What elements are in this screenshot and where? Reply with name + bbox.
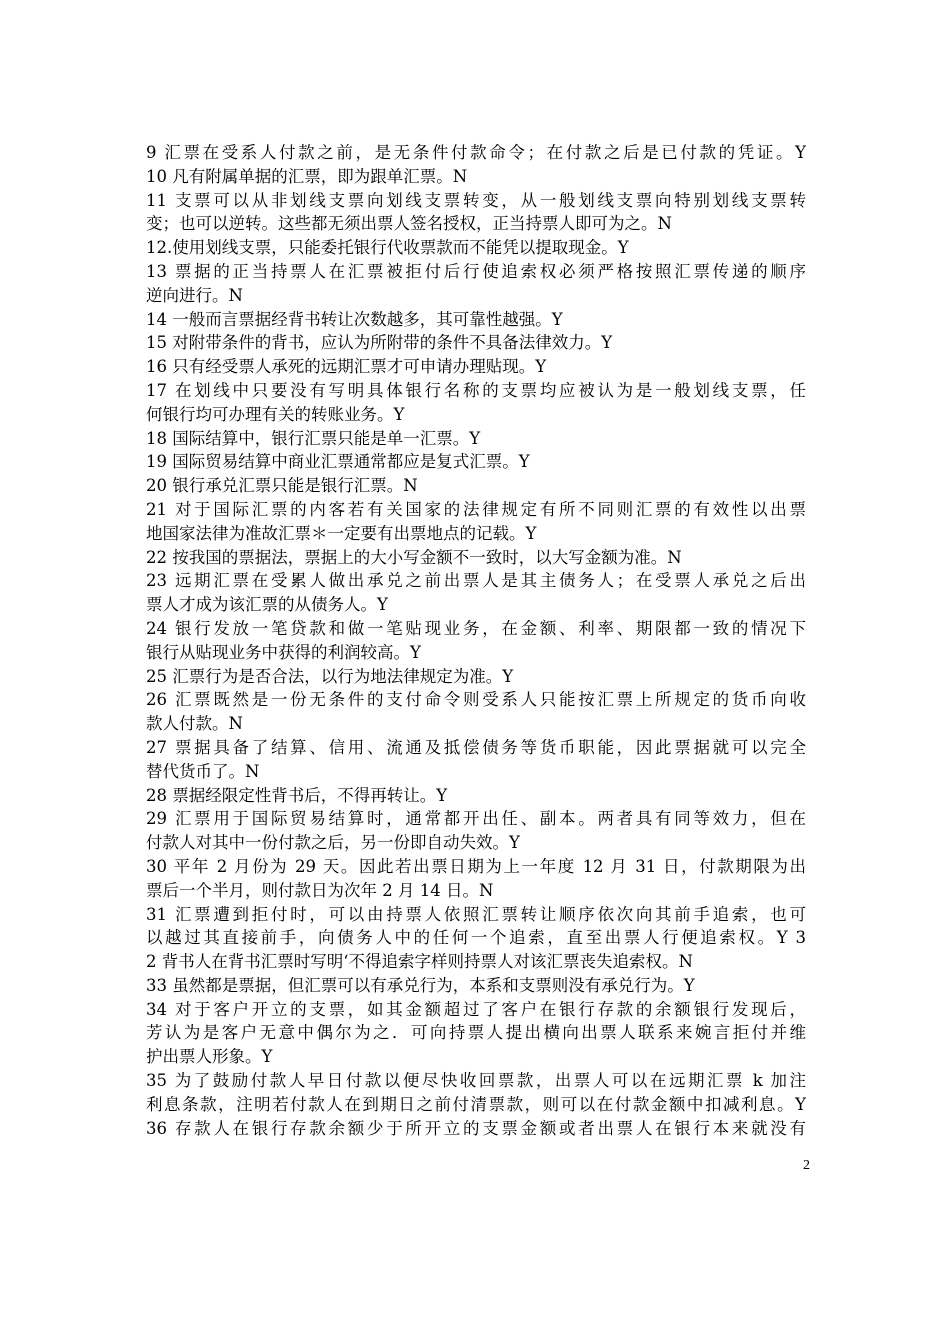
text-line: 18 国际结算中，银行汇票只能是单一汇票。Y <box>146 428 481 448</box>
text-line: 21 对于国际汇票的内客若有关国家的法律规定有所不同则汇票的有效性以出票 <box>146 499 806 519</box>
text-line: 26 汇票既然是一份无条件的支付命令则受系人只能按汇票上所规定的货币向收 <box>146 690 806 710</box>
text-line: 何银行均可办理有关的转账业务。Y <box>146 404 405 424</box>
text-line: 2 背书人在背书汇票时写明‘不得追索字样则持票人对该汇票丧失追索权。N <box>146 952 693 972</box>
text-line: 27 票据具备了结算、信用、流通及抵偿债务等货币职能，因此票据就可以完全 <box>146 737 806 757</box>
text-line: 29 汇票用于国际贸易结算时，通常都开出任、副本。两者具有同等效力，但在 <box>146 809 806 829</box>
text-line: 17 在划线中只要没有写明具体银行名称的支票均应被认为是一般划线支票，任 <box>146 380 806 400</box>
text-line: 票人才成为该汇票的从债务人。Y <box>146 595 388 615</box>
text-line: 9 汇票在受系人付款之前，是无条件付款命令；在付款之后是已付款的凭证。Y <box>146 143 806 162</box>
text-line: 28 票据经限定性背书后，不得再转让。Y <box>146 785 448 805</box>
text-line: 11 支票可以从非划线支票向划线支票转变，从一般划线支票向特别划线支票转 <box>146 190 806 210</box>
text-line: 35 为了鼓励付款人早日付款以便尽快收回票款，出票人可以在远期汇票 k 加注 <box>146 1071 806 1091</box>
text-line: 地国家法律为准故汇票＊一定要有出票地点的记载。Y <box>146 523 537 543</box>
text-line: 33 虽然都是票据，但汇票可以有承兑行为，本系和支票则没有承兑行为。Y <box>146 975 695 995</box>
text-line: 31 汇票遭到拒付时，可以由持票人依照汇票转让顺序依次向其前手追索，也可 <box>146 904 806 924</box>
text-line: 逆向进行。N <box>146 285 243 305</box>
text-line: 13 票据的正当持票人在汇票被拒付后行使追索权必须严格按照汇票传递的顺序 <box>146 261 806 281</box>
text-line: 22 按我国的票据法，票据上的大小写金额不一致时，以大写金额为准。N <box>146 547 682 567</box>
page-number: 2 <box>803 1158 810 1173</box>
text-line: 付款人对其中一份付款之后，另一份即自动失效。Y <box>146 833 520 853</box>
text-line: 变；也可以逆转。这些都无须出票人签名授权，正当持票人即可为之。N <box>146 214 672 234</box>
text-line: 10 凡有附属单据的汇票，即为跟单汇票。N <box>146 166 468 186</box>
text-line: 25 汇票行为是否合法，以行为地法律规定为准。Y <box>146 666 514 686</box>
text-line: 12.使用划线支票，只能委托银行代收票款而不能凭以提取现金。Y <box>146 238 629 258</box>
text-line: 23 远期汇票在受累人做出承兑之前出票人是其主债务人；在受票人承兑之后出 <box>146 571 806 591</box>
text-line: 芳认为是客户无意中偶尔为之．可向持票人提出横向出票人联系来婉言拒付并维 <box>146 1023 806 1043</box>
text-line: 30 平年 2 月份为 29 天。因此若出票日期为上一年度 12 月 31 日，付款期限为出 <box>146 856 806 876</box>
text-line: 护出票人形象。Y <box>146 1047 273 1067</box>
text-line: 19 国际贸易结算中商业汇票通常都应是复式汇票。Y <box>146 452 530 472</box>
text-line: 替代货币了。N <box>146 761 260 781</box>
text-line: 36 存款人在银行存款余额少于所开立的支票金额或者出票人在银行本来就没有 <box>146 1118 806 1138</box>
text-line: 24 银行发放一笔贷款和做一笔贴现业务，在金额、利率、期限都一致的情况下 <box>146 618 806 638</box>
text-line: 16 只有经受票人承死的远期汇票才可申请办理贴现。Y <box>146 357 547 377</box>
text-line: 15 对附带条件的背书，应认为所附带的条件不具备法律效力。Y <box>146 333 613 353</box>
text-line: 14 一般而言票据经背书转让次数越多，其可靠性越强。Y <box>146 309 563 329</box>
document-body <box>146 141 806 1140</box>
text-line: 20 银行承兑汇票只能是银行汇票。N <box>146 476 418 496</box>
text-line: 银行从贴现业务中获得的利润较高。Y <box>146 642 421 662</box>
text-line: 以越过其直接前手，向债务人中的任何一个追索，直至出票人行便追索权。Y 3 <box>146 928 806 948</box>
text-line: 款人付款。N <box>146 714 243 734</box>
text-line: 利息条款，注明若付款人在到期日之前付清票款，则可以在付款金额中扣减利息。Y <box>146 1094 806 1114</box>
text-line: 34 对于客户开立的支票，如其金额超过了客户在银行存款的余额银行发现后， <box>146 999 806 1019</box>
text-line: 票后一个半月，则付款日为次年 2 月 14 日。N <box>146 880 494 900</box>
